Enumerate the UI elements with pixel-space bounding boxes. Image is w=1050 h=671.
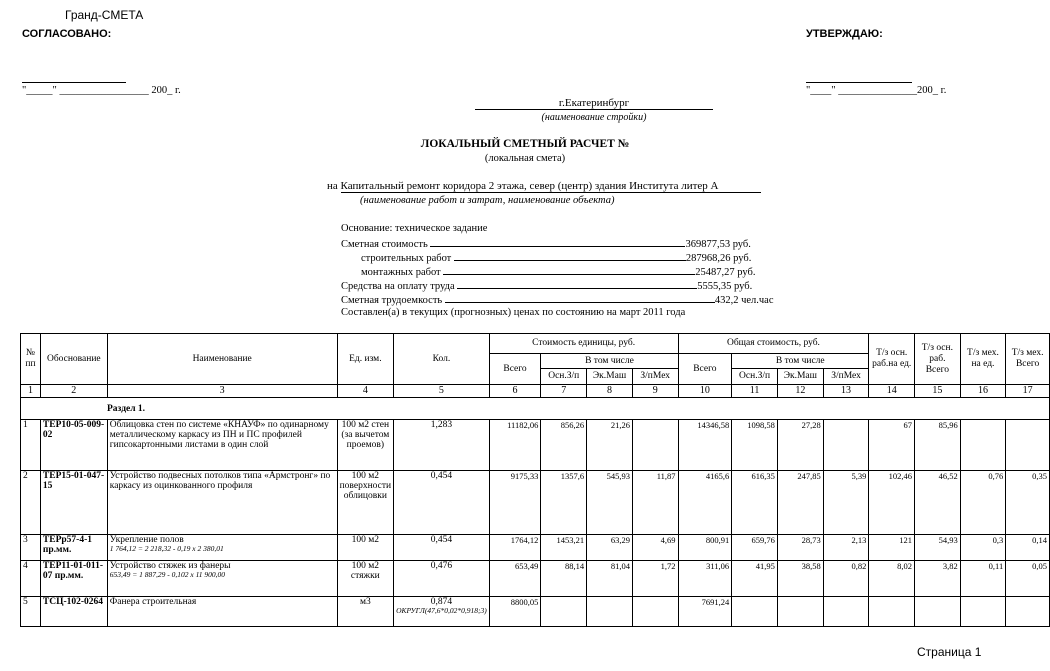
- column-number: 1: [21, 385, 41, 398]
- cell-unit-mech-wage: 4,69: [632, 535, 678, 561]
- column-number: 16: [960, 385, 1006, 398]
- cell-mech-unit: 0,11: [960, 561, 1006, 597]
- cell-mech-unit: [960, 597, 1006, 627]
- column-number: 3: [107, 385, 337, 398]
- row-num: 5: [21, 597, 41, 627]
- cell-mech-unit: [960, 420, 1006, 471]
- summary-value: 369877,53: [685, 239, 731, 250]
- summary-label: монтажных работ: [361, 267, 441, 278]
- cell-total-wage: 1098,58: [732, 420, 778, 471]
- summary-unit: руб.: [732, 239, 751, 250]
- row-formula: 1 764,12 = 2 218,32 - 0,19 x 2 380,01: [109, 544, 224, 553]
- summary-label: Сметная трудоемкость: [341, 295, 443, 306]
- header-incl: В том числе: [732, 354, 869, 369]
- app-brand: Гранд-СМЕТА: [65, 8, 144, 22]
- cell-unit-total: 1764,12: [489, 535, 541, 561]
- date-line-right: "____" _______________200_ г.: [806, 85, 947, 96]
- cell-total: 4165,6: [678, 471, 732, 535]
- basis-text: Основание: техническое задание: [341, 223, 488, 234]
- cell-total-wage: 41,95: [732, 561, 778, 597]
- header-mech-unit: Т/з мех. на ед.: [960, 334, 1006, 385]
- row-num: 3: [21, 535, 41, 561]
- cell-lab-total: 85,96: [915, 420, 961, 471]
- row-unit: 100 м2 стен (за вычетом проемов): [337, 420, 394, 471]
- column-number: 17: [1006, 385, 1050, 398]
- header-qty: Кол.: [394, 334, 490, 385]
- row-qty: 1,283: [394, 420, 490, 471]
- cell-total: 14346,58: [678, 420, 732, 471]
- fill-line: [454, 251, 686, 261]
- cell-unit-machine: [587, 597, 633, 627]
- cell-total-wage: 659,76: [732, 535, 778, 561]
- cell-total-wage: [732, 597, 778, 627]
- cell-total-machine: 247,85: [777, 471, 823, 535]
- row-unit: 100 м2 стяжки: [337, 561, 394, 597]
- row-name: Фанера строительная: [107, 597, 337, 627]
- row-code: ТЕР11-01-011-07 пр.мм.: [40, 561, 107, 597]
- header-machine: Эк.Маш: [587, 369, 633, 385]
- cell-total-mech-wage: 2,13: [823, 535, 869, 561]
- cell-mech-total: 0,05: [1006, 561, 1050, 597]
- column-number: 10: [678, 385, 732, 398]
- cell-total-machine: 38,58: [777, 561, 823, 597]
- cell-mech-total: 0,35: [1006, 471, 1050, 535]
- column-number: 12: [777, 385, 823, 398]
- cell-unit-total: 9175,33: [489, 471, 541, 535]
- header-wage: Осн.З/п: [732, 369, 778, 385]
- summary-unit: чел.час: [741, 295, 774, 306]
- cell-mech-total: [1006, 420, 1050, 471]
- header-mech-total: Т/з мех. Всего: [1006, 334, 1050, 385]
- column-number: 15: [915, 385, 961, 398]
- cell-unit-wage: 88,14: [541, 561, 587, 597]
- cell-mech-total: [1006, 597, 1050, 627]
- header-name: Наименование: [107, 334, 337, 385]
- section-row: [21, 398, 1050, 420]
- work-name-line: [327, 180, 761, 193]
- cell-total-mech-wage: 5,39: [823, 471, 869, 535]
- header-machine: Эк.Маш: [777, 369, 823, 385]
- header-total-cost: Общая стоимость, руб.: [678, 334, 869, 354]
- column-number: 7: [541, 385, 587, 398]
- cell-lab-unit: 102,46: [869, 471, 915, 535]
- construction-site: г.Екатеринбург: [475, 97, 713, 110]
- row-unit: м3: [337, 597, 394, 627]
- table-row: [21, 420, 1050, 471]
- row-qty: 0,454: [394, 471, 490, 535]
- row-num: 4: [21, 561, 41, 597]
- fill-line: [445, 293, 715, 303]
- signature-line-left: [22, 82, 126, 83]
- cell-lab-total: 54,93: [915, 535, 961, 561]
- cell-unit-total: 11182,06: [489, 420, 541, 471]
- cell-unit-wage: [541, 597, 587, 627]
- summary-line-labor: [341, 293, 774, 306]
- row-qty: 0,476: [394, 561, 490, 597]
- row-name: Облицовка стен по системе «КНАУФ» по одинарному металлическому каркасу из ПН и ПС профилей гипсокартонными листами в один слой: [107, 420, 337, 471]
- summary-label: Сметная стоимость: [341, 239, 428, 250]
- row-name-cell: [107, 561, 337, 597]
- column-number: 5: [394, 385, 490, 398]
- agreed-label: СОГЛАСОВАНО:: [22, 28, 112, 40]
- header-mech-wage: З/пМех: [823, 369, 869, 385]
- row-formula: 653,49 = 1 887,29 - 0,102 x 11 900,00: [109, 570, 226, 579]
- column-number: 11: [732, 385, 778, 398]
- header-wage: Осн.З/п: [541, 369, 587, 385]
- cell-lab-unit: 67: [869, 420, 915, 471]
- row-name: Устройство подвесных потолков типа «Армстронг» по каркасу из оцинкованного профиля: [107, 471, 337, 535]
- cell-lab-total: [915, 597, 961, 627]
- cell-mech-total: 0,14: [1006, 535, 1050, 561]
- column-number: 8: [587, 385, 633, 398]
- date-line-left: "_____" _________________ 200_ г.: [22, 85, 181, 96]
- header-unit-cost: Стоимость единицы, руб.: [489, 334, 678, 354]
- header-all: Всего: [489, 354, 541, 385]
- row-qty: 0,874: [430, 597, 453, 607]
- row-code: ТСЦ-102-0264: [40, 597, 107, 627]
- row-code: ТЕР15-01-047-15: [40, 471, 107, 535]
- compiled-note: Составлен(а) в текущих (прогнозных) ценах по состоянию на март 2011 года: [341, 307, 686, 318]
- row-code: ТЕР10-05-009-02: [40, 420, 107, 471]
- column-numbers-row: [21, 385, 1050, 398]
- section-title: Раздел 1.: [21, 398, 1050, 420]
- cell-unit-machine: 545,93: [587, 471, 633, 535]
- row-unit: 100 м2: [337, 535, 394, 561]
- cell-lab-total: 3,82: [915, 561, 961, 597]
- cell-unit-total: 653,49: [489, 561, 541, 597]
- summary-unit: руб.: [733, 253, 752, 264]
- construction-site-hint: (наименование стройки): [541, 112, 647, 123]
- column-number: 6: [489, 385, 541, 398]
- cell-total-mech-wage: [823, 597, 869, 627]
- column-number: 2: [40, 385, 107, 398]
- cell-lab-unit: [869, 597, 915, 627]
- summary-label: Средства на оплату труда: [341, 281, 455, 292]
- estimate-table: [20, 333, 1050, 627]
- summary-unit: руб.: [734, 281, 753, 292]
- cell-unit-wage: 856,26: [541, 420, 587, 471]
- table-row: [21, 471, 1050, 535]
- cell-unit-mech-wage: [632, 420, 678, 471]
- cell-unit-machine: 21,26: [587, 420, 633, 471]
- row-num: 2: [21, 471, 41, 535]
- summary-value: 25487,27: [695, 267, 735, 278]
- cell-total: 311,06: [678, 561, 732, 597]
- header-mech-wage: З/пМех: [632, 369, 678, 385]
- column-number: 13: [823, 385, 869, 398]
- summary-unit: руб.: [737, 267, 756, 278]
- cell-total-machine: [777, 597, 823, 627]
- cell-mech-unit: 0,3: [960, 535, 1006, 561]
- cell-lab-unit: 121: [869, 535, 915, 561]
- signature-line-right: [806, 82, 912, 83]
- header-all: Всего: [678, 354, 732, 385]
- column-number: 14: [869, 385, 915, 398]
- cell-unit-machine: 81,04: [587, 561, 633, 597]
- summary-line-installation: [361, 265, 755, 278]
- approve-label: УТВЕРЖДАЮ:: [806, 28, 883, 40]
- work-name-hint: (наименование работ и затрат, наименование объекта): [360, 195, 615, 206]
- header-incl: В том числе: [541, 354, 678, 369]
- document-subtitle: (локальная смета): [484, 153, 566, 164]
- table-row: [21, 535, 1050, 561]
- cell-unit-mech-wage: 1,72: [632, 561, 678, 597]
- cell-total-mech-wage: [823, 420, 869, 471]
- row-name: Укрепление полов: [109, 535, 184, 545]
- cell-unit-wage: 1453,21: [541, 535, 587, 561]
- fill-line: [443, 265, 695, 275]
- row-unit: 100 м2 поверхности облицовки: [337, 471, 394, 535]
- summary-label: строительных работ: [361, 253, 452, 264]
- summary-value: 5555,35: [697, 281, 732, 292]
- row-qty-formula: ОКРУГЛ(47,6*0,02*0,918;3): [396, 606, 487, 615]
- summary-line-construction: [361, 251, 751, 264]
- header-unit: Ед. изм.: [337, 334, 394, 385]
- cell-total-machine: 27,28: [777, 420, 823, 471]
- page-number: Страница 1: [917, 645, 982, 659]
- cell-total-machine: 28,73: [777, 535, 823, 561]
- cell-unit-total: 8800,05: [489, 597, 541, 627]
- cell-unit-machine: 63,29: [587, 535, 633, 561]
- column-number: 9: [632, 385, 678, 398]
- row-name: Устройство стяжек из фанеры: [109, 561, 231, 571]
- row-qty-cell: [394, 597, 490, 627]
- header-num: № пп: [21, 334, 41, 385]
- summary-line-wages: [341, 279, 752, 292]
- table-row: [21, 561, 1050, 597]
- cell-total: 800,91: [678, 535, 732, 561]
- cell-lab-total: 46,52: [915, 471, 961, 535]
- cell-lab-unit: 8,02: [869, 561, 915, 597]
- cell-total-mech-wage: 0,82: [823, 561, 869, 597]
- work-name: Капитальный ремонт коридора 2 этажа, север (центр) здания Института литер А: [341, 180, 761, 193]
- cell-unit-mech-wage: [632, 597, 678, 627]
- row-num: 1: [21, 420, 41, 471]
- header-basis: Обоснование: [40, 334, 107, 385]
- summary-value: 287968,26: [685, 253, 731, 264]
- row-name-cell: [107, 535, 337, 561]
- header-lab-total: Т/з осн. раб. Всего: [915, 334, 961, 385]
- fill-line: [457, 279, 697, 289]
- row-code: ТЕРр57-4-1 пр.мм.: [40, 535, 107, 561]
- summary-value: 432,2: [714, 295, 739, 306]
- table-row: [21, 597, 1050, 627]
- cell-total-wage: 616,35: [732, 471, 778, 535]
- cell-unit-wage: 1357,6: [541, 471, 587, 535]
- work-prefix: на: [327, 180, 338, 192]
- summary-line-estimate: [341, 237, 751, 250]
- fill-line: [430, 237, 685, 247]
- column-number: 4: [337, 385, 394, 398]
- header-lab-unit: Т/з осн. раб.на ед.: [869, 334, 915, 385]
- document-title: ЛОКАЛЬНЫЙ СМЕТНЫЙ РАСЧЕТ №: [420, 138, 630, 150]
- row-qty: 0,454: [394, 535, 490, 561]
- cell-mech-unit: 0,76: [960, 471, 1006, 535]
- cell-unit-mech-wage: 11,87: [632, 471, 678, 535]
- cell-total: 7691,24: [678, 597, 732, 627]
